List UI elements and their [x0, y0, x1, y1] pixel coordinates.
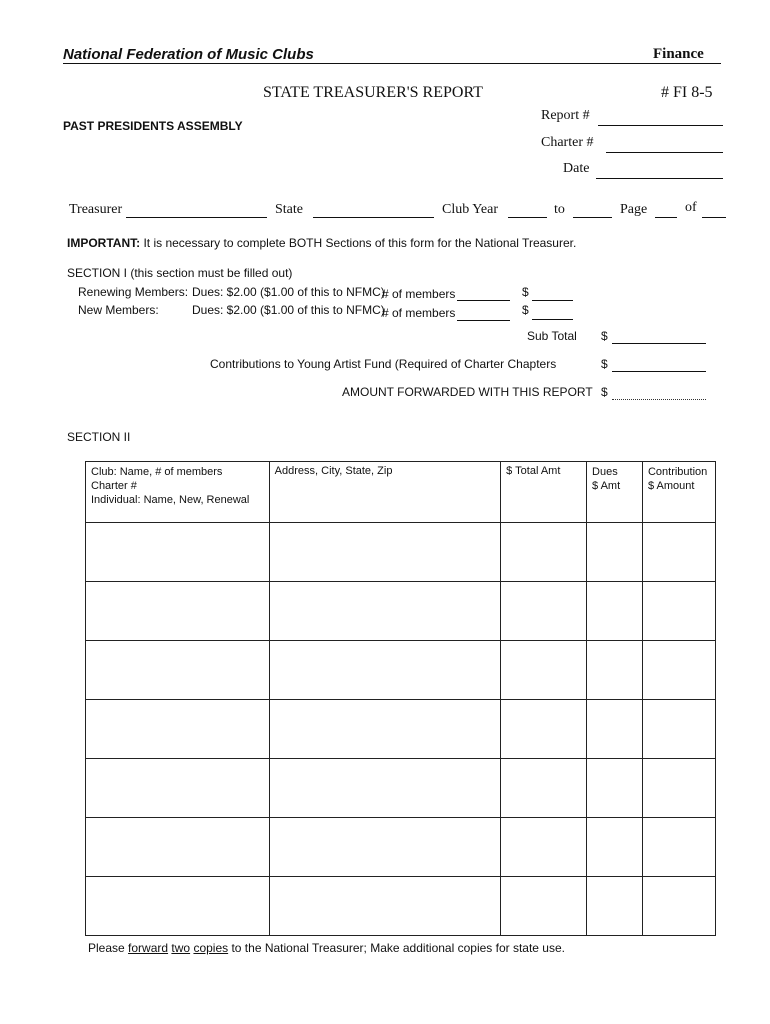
- charter-number-label: Charter #: [541, 135, 594, 150]
- contribution-cell[interactable]: [642, 818, 715, 877]
- footer-please: Please: [88, 941, 125, 955]
- total-cell[interactable]: [501, 818, 587, 877]
- date-label: Date: [563, 161, 590, 176]
- footer-instructions: [88, 941, 565, 955]
- club-cell[interactable]: [86, 759, 270, 818]
- date-field[interactable]: [596, 178, 723, 179]
- contribution-cell[interactable]: [642, 523, 715, 582]
- dues-cell[interactable]: [587, 877, 643, 936]
- footer-two: two: [171, 941, 191, 955]
- subtotal-dollar-sign: $: [601, 329, 608, 343]
- of-label: of: [685, 200, 697, 215]
- club-year-label: Club Year: [442, 202, 499, 217]
- important-note: [67, 236, 576, 250]
- new-dues-text: Dues: $2.00 ($1.00 of this to NFMC): [192, 303, 385, 317]
- table-row: [86, 641, 716, 700]
- club-cell[interactable]: [86, 523, 270, 582]
- state-field[interactable]: [313, 217, 434, 218]
- subtotal-field[interactable]: [612, 343, 706, 344]
- club-cell[interactable]: [86, 700, 270, 759]
- header-rule: [63, 63, 721, 64]
- club-cell[interactable]: [86, 641, 270, 700]
- new-members-count-field[interactable]: [457, 320, 510, 321]
- charter-number-field[interactable]: [606, 152, 723, 153]
- contributions-field[interactable]: [612, 371, 706, 372]
- club-cell[interactable]: [86, 818, 270, 877]
- footer-copies: copies: [193, 941, 229, 955]
- assembly-label: PAST PRESIDENTS ASSEMBLY: [63, 119, 243, 133]
- address-cell[interactable]: [269, 759, 501, 818]
- subtotal-label: Sub Total: [527, 329, 577, 343]
- address-cell[interactable]: [269, 700, 501, 759]
- renewing-members-label: Renewing Members:: [78, 285, 189, 299]
- dues-cell[interactable]: [587, 759, 643, 818]
- to-label: to: [554, 202, 565, 217]
- footer-rest: to the National Treasurer; Make additional copies for state use.: [231, 941, 565, 955]
- table-row: [86, 582, 716, 641]
- section2-heading: SECTION II: [67, 430, 131, 444]
- form-number: # FI 8-5: [661, 84, 713, 101]
- dues-cell[interactable]: [587, 523, 643, 582]
- club-year-start-field[interactable]: [508, 217, 547, 218]
- treasurer-label: Treasurer: [69, 202, 123, 217]
- section1-heading: SECTION I (this section must be filled out): [67, 266, 293, 280]
- col-header-address: Address, City, State, Zip: [269, 462, 501, 523]
- treasurer-field[interactable]: [126, 217, 267, 218]
- dues-cell[interactable]: [587, 641, 643, 700]
- table-row: [86, 818, 716, 877]
- amount-forwarded-label: AMOUNT FORWARDED WITH THIS REPORT: [342, 385, 593, 399]
- new-dollar-sign: $: [522, 303, 529, 317]
- page-label: Page: [620, 202, 648, 217]
- table-header-row: [86, 462, 716, 523]
- renewing-members-count-field[interactable]: [457, 300, 510, 301]
- total-cell[interactable]: [501, 582, 587, 641]
- page-total-field[interactable]: [702, 217, 726, 218]
- col-header-dues: Dues $ Amt: [587, 462, 643, 523]
- address-cell[interactable]: [269, 877, 501, 936]
- amount-forwarded-dollar-sign: $: [601, 385, 608, 399]
- renewing-amount-field[interactable]: [532, 300, 573, 301]
- dues-cell[interactable]: [587, 818, 643, 877]
- club-year-end-field[interactable]: [573, 217, 612, 218]
- report-number-label: Report #: [541, 108, 590, 123]
- organization-name: National Federation of Music Clubs: [63, 46, 314, 63]
- contributions-label: Contributions to Young Artist Fund (Required of Charter Chapters: [210, 357, 557, 371]
- renewing-members-count-label: # of members: [382, 287, 456, 301]
- contribution-cell[interactable]: [642, 877, 715, 936]
- contributions-dollar-sign: $: [601, 357, 608, 371]
- contribution-cell[interactable]: [642, 641, 715, 700]
- col-header-total: $ Total Amt: [501, 462, 587, 523]
- form-title: STATE TREASURER'S REPORT: [263, 84, 483, 101]
- club-cell[interactable]: [86, 582, 270, 641]
- new-amount-field[interactable]: [532, 319, 573, 320]
- section-label: Finance: [653, 46, 704, 62]
- contribution-cell[interactable]: [642, 759, 715, 818]
- address-cell[interactable]: [269, 582, 501, 641]
- renewing-dues-text: Dues: $2.00 ($1.00 of this to NFMC): [192, 285, 385, 299]
- total-cell[interactable]: [501, 877, 587, 936]
- total-cell[interactable]: [501, 700, 587, 759]
- new-members-label: New Members:: [78, 303, 159, 317]
- club-cell[interactable]: [86, 877, 270, 936]
- table-row: [86, 877, 716, 936]
- total-cell[interactable]: [501, 759, 587, 818]
- table-row: [86, 523, 716, 582]
- state-label: State: [275, 202, 303, 217]
- report-number-field[interactable]: [598, 125, 723, 126]
- page-field[interactable]: [655, 217, 677, 218]
- address-cell[interactable]: [269, 818, 501, 877]
- table-row: [86, 759, 716, 818]
- col-header-contribution: Contribution $ Amount: [642, 462, 715, 523]
- total-cell[interactable]: [501, 641, 587, 700]
- renewing-dollar-sign: $: [522, 285, 529, 299]
- important-label: IMPORTANT:: [67, 236, 141, 250]
- dues-cell[interactable]: [587, 582, 643, 641]
- section2-table: [85, 461, 716, 936]
- table-row: [86, 700, 716, 759]
- amount-forwarded-field[interactable]: [612, 399, 706, 400]
- address-cell[interactable]: [269, 641, 501, 700]
- new-members-count-label: # of members: [382, 306, 456, 320]
- col-header-club: Club: Name, # of members Charter # Individual: Name, New, Renewal: [86, 462, 270, 523]
- address-cell[interactable]: [269, 523, 501, 582]
- dues-cell[interactable]: [587, 700, 643, 759]
- important-text: It is necessary to complete BOTH Sections of this form for the National Treasurer.: [143, 236, 577, 250]
- total-cell[interactable]: [501, 523, 587, 582]
- contribution-cell[interactable]: [642, 582, 715, 641]
- footer-forward: forward: [128, 941, 169, 955]
- contribution-cell[interactable]: [642, 700, 715, 759]
